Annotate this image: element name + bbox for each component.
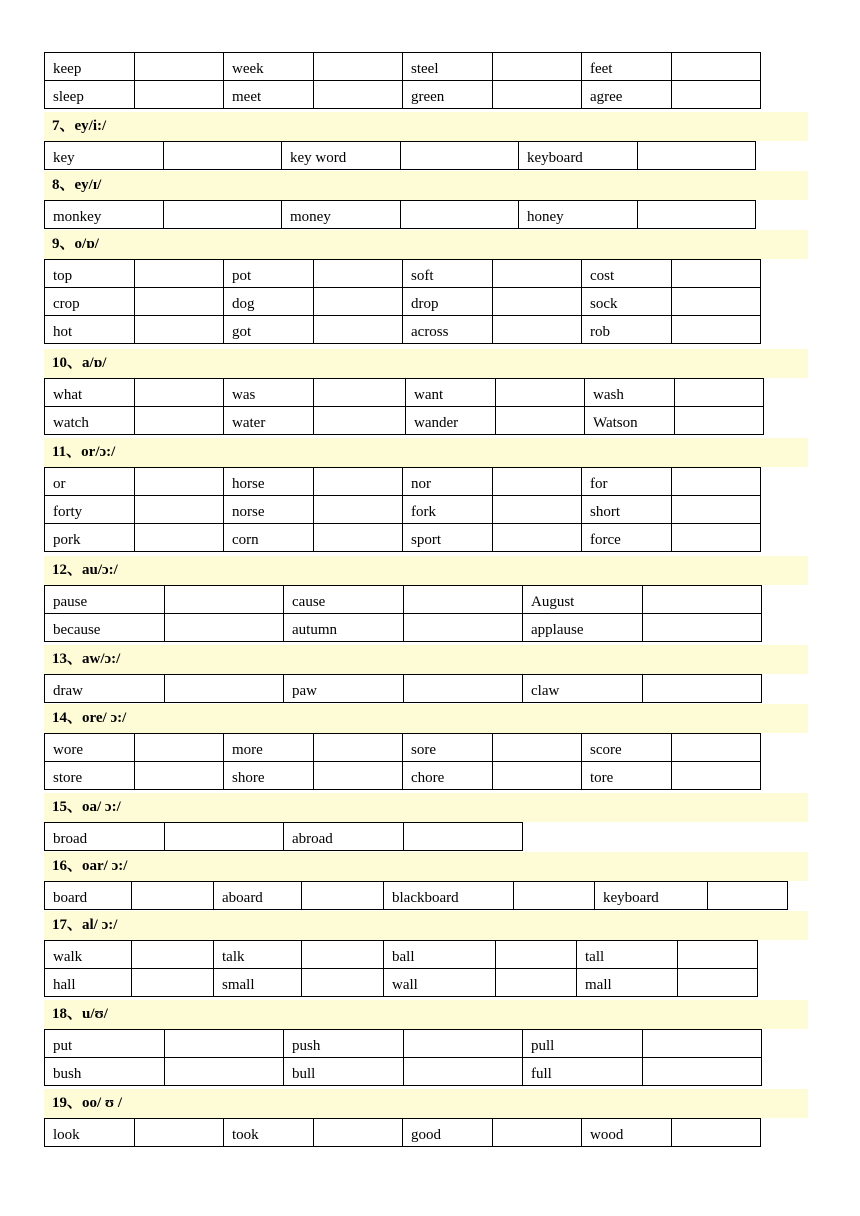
- word-cell: talk: [214, 941, 302, 969]
- word-cell: ball: [384, 941, 496, 969]
- answer-blank-cell[interactable]: [404, 675, 523, 703]
- word-cell: pot: [224, 260, 314, 288]
- word-cell: horse: [224, 468, 314, 496]
- word-cell: for: [582, 468, 672, 496]
- word-row: [45, 675, 762, 703]
- word-cell: Watson: [585, 407, 675, 435]
- answer-blank-cell[interactable]: [404, 586, 523, 614]
- word-cell: broad: [45, 823, 165, 851]
- word-cell: wore: [45, 734, 135, 762]
- word-row: [45, 882, 788, 910]
- word-cell: was: [224, 379, 314, 407]
- answer-blank-cell[interactable]: [493, 1119, 582, 1147]
- word-cell: tore: [582, 762, 672, 790]
- answer-blank-cell[interactable]: [302, 941, 384, 969]
- word-cell: abroad: [284, 823, 404, 851]
- word-cell: cause: [284, 586, 404, 614]
- word-cell: want: [406, 379, 496, 407]
- word-cell: dog: [224, 288, 314, 316]
- word-cell: wash: [585, 379, 675, 407]
- answer-blank-cell[interactable]: [132, 969, 214, 997]
- word-cell: got: [224, 316, 314, 344]
- answer-blank-cell[interactable]: [314, 468, 403, 496]
- word-cell: fork: [403, 496, 493, 524]
- answer-blank-cell[interactable]: [165, 614, 284, 642]
- answer-blank-cell[interactable]: [135, 316, 224, 344]
- word-cell: mall: [577, 969, 678, 997]
- word-table: [44, 733, 761, 790]
- word-row: [45, 1119, 761, 1147]
- answer-blank-cell[interactable]: [643, 614, 762, 642]
- answer-blank-cell[interactable]: [493, 468, 582, 496]
- word-row: [45, 53, 761, 81]
- word-cell: more: [224, 734, 314, 762]
- answer-blank-cell[interactable]: [672, 734, 761, 762]
- answer-blank-cell[interactable]: [132, 882, 214, 910]
- answer-blank-cell[interactable]: [493, 734, 582, 762]
- answer-blank-cell[interactable]: [672, 81, 761, 109]
- word-cell: monkey: [45, 201, 164, 229]
- answer-blank-cell[interactable]: [493, 316, 582, 344]
- word-cell: money: [282, 201, 401, 229]
- word-cell: rob: [582, 316, 672, 344]
- answer-blank-cell[interactable]: [493, 288, 582, 316]
- word-cell: draw: [45, 675, 165, 703]
- word-cell: because: [45, 614, 165, 642]
- answer-blank-cell[interactable]: [165, 675, 284, 703]
- word-table: [44, 940, 758, 997]
- answer-blank-cell[interactable]: [675, 407, 764, 435]
- word-cell: week: [224, 53, 314, 81]
- word-cell: applause: [523, 614, 643, 642]
- answer-blank-cell[interactable]: [165, 586, 284, 614]
- word-cell: keyboard: [519, 142, 638, 170]
- section-heading: 13、aw/ɔ:/: [44, 645, 808, 674]
- answer-blank-cell[interactable]: [135, 762, 224, 790]
- answer-blank-cell[interactable]: [135, 379, 224, 407]
- word-row: [45, 201, 756, 229]
- word-cell: soft: [403, 260, 493, 288]
- word-table: [44, 585, 762, 642]
- section-heading: 11、or/ɔ:/: [44, 438, 808, 467]
- word-row: [45, 823, 523, 851]
- answer-blank-cell[interactable]: [302, 969, 384, 997]
- word-cell: sport: [403, 524, 493, 552]
- word-row: [45, 260, 761, 288]
- word-cell: bush: [45, 1058, 165, 1086]
- answer-blank-cell[interactable]: [514, 882, 595, 910]
- word-cell: look: [45, 1119, 135, 1147]
- word-row: [45, 1030, 762, 1058]
- answer-blank-cell[interactable]: [164, 142, 282, 170]
- answer-blank-cell[interactable]: [135, 496, 224, 524]
- word-table: [44, 674, 762, 703]
- word-table: [44, 1118, 761, 1147]
- section-heading: 18、u/ʊ/: [44, 1000, 808, 1029]
- word-row: [45, 586, 762, 614]
- section-heading: 10、a/ɒ/: [44, 349, 808, 378]
- word-cell: blackboard: [384, 882, 514, 910]
- word-cell: full: [523, 1058, 643, 1086]
- word-cell: August: [523, 586, 643, 614]
- section-heading: 9、o/ɒ/: [44, 230, 808, 259]
- word-row: [45, 407, 764, 435]
- word-cell: or: [45, 468, 135, 496]
- section-heading: 19、oo/ ʊ /: [44, 1089, 808, 1118]
- answer-blank-cell[interactable]: [678, 941, 758, 969]
- word-cell: autumn: [284, 614, 404, 642]
- word-cell: wall: [384, 969, 496, 997]
- word-cell: aboard: [214, 882, 302, 910]
- answer-blank-cell[interactable]: [672, 468, 761, 496]
- word-row: [45, 614, 762, 642]
- word-cell: nor: [403, 468, 493, 496]
- answer-blank-cell[interactable]: [135, 288, 224, 316]
- section-heading: 16、oar/ ɔ:/: [44, 852, 808, 881]
- word-cell: paw: [284, 675, 404, 703]
- word-cell: good: [403, 1119, 493, 1147]
- answer-blank-cell[interactable]: [314, 260, 403, 288]
- section-heading: 12、au/ɔ:/: [44, 556, 808, 585]
- answer-blank-cell[interactable]: [638, 201, 756, 229]
- answer-blank-cell[interactable]: [135, 1119, 224, 1147]
- word-cell: claw: [523, 675, 643, 703]
- answer-blank-cell[interactable]: [135, 81, 224, 109]
- word-table: [44, 467, 761, 552]
- word-cell: short: [582, 496, 672, 524]
- answer-blank-cell[interactable]: [165, 1058, 284, 1086]
- word-cell: sleep: [45, 81, 135, 109]
- answer-blank-cell[interactable]: [493, 496, 582, 524]
- answer-blank-cell[interactable]: [643, 675, 762, 703]
- word-cell: pull: [523, 1030, 643, 1058]
- word-table: [44, 200, 756, 229]
- answer-blank-cell[interactable]: [302, 882, 384, 910]
- answer-blank-cell[interactable]: [493, 762, 582, 790]
- word-cell: top: [45, 260, 135, 288]
- answer-blank-cell[interactable]: [672, 53, 761, 81]
- word-row: [45, 81, 761, 109]
- answer-blank-cell[interactable]: [314, 316, 403, 344]
- answer-blank-cell[interactable]: [493, 81, 582, 109]
- word-table: [44, 822, 523, 851]
- word-cell: norse: [224, 496, 314, 524]
- word-cell: store: [45, 762, 135, 790]
- answer-blank-cell[interactable]: [672, 496, 761, 524]
- answer-blank-cell[interactable]: [165, 823, 284, 851]
- answer-blank-cell[interactable]: [496, 407, 585, 435]
- word-cell: forty: [45, 496, 135, 524]
- answer-blank-cell[interactable]: [135, 53, 224, 81]
- word-cell: honey: [519, 201, 638, 229]
- word-cell: crop: [45, 288, 135, 316]
- answer-blank-cell[interactable]: [314, 379, 406, 407]
- word-table: [44, 52, 761, 109]
- word-cell: pause: [45, 586, 165, 614]
- word-cell: keyboard: [595, 882, 708, 910]
- answer-blank-cell[interactable]: [135, 407, 224, 435]
- word-cell: sock: [582, 288, 672, 316]
- word-row: [45, 496, 761, 524]
- word-cell: wander: [406, 407, 496, 435]
- word-cell: watch: [45, 407, 135, 435]
- section-heading: 15、oa/ ɔ:/: [44, 793, 808, 822]
- word-table: [44, 881, 788, 910]
- word-cell: water: [224, 407, 314, 435]
- word-table: [44, 378, 764, 435]
- word-row: [45, 288, 761, 316]
- word-cell: across: [403, 316, 493, 344]
- word-cell: wood: [582, 1119, 672, 1147]
- word-cell: green: [403, 81, 493, 109]
- answer-blank-cell[interactable]: [493, 260, 582, 288]
- answer-blank-cell[interactable]: [404, 1058, 523, 1086]
- word-row: [45, 1058, 762, 1086]
- answer-blank-cell[interactable]: [165, 1030, 284, 1058]
- answer-blank-cell[interactable]: [672, 762, 761, 790]
- word-table: [44, 141, 756, 170]
- word-row: [45, 762, 761, 790]
- word-row: [45, 524, 761, 552]
- word-row: [45, 734, 761, 762]
- word-cell: score: [582, 734, 672, 762]
- word-cell: force: [582, 524, 672, 552]
- section-heading: 17、al/ ɔ:/: [44, 911, 808, 940]
- answer-blank-cell[interactable]: [314, 81, 403, 109]
- answer-blank-cell[interactable]: [672, 1119, 761, 1147]
- word-cell: hall: [45, 969, 132, 997]
- word-cell: took: [224, 1119, 314, 1147]
- word-cell: key: [45, 142, 164, 170]
- word-cell: chore: [403, 762, 493, 790]
- answer-blank-cell[interactable]: [493, 524, 582, 552]
- word-cell: tall: [577, 941, 678, 969]
- answer-blank-cell[interactable]: [638, 142, 756, 170]
- word-cell: walk: [45, 941, 132, 969]
- answer-blank-cell[interactable]: [672, 316, 761, 344]
- answer-blank-cell[interactable]: [643, 586, 762, 614]
- answer-blank-cell[interactable]: [643, 1030, 762, 1058]
- answer-blank-cell[interactable]: [672, 524, 761, 552]
- answer-blank-cell[interactable]: [314, 734, 403, 762]
- answer-blank-cell[interactable]: [643, 1058, 762, 1086]
- word-cell: feet: [582, 53, 672, 81]
- word-cell: meet: [224, 81, 314, 109]
- word-cell: put: [45, 1030, 165, 1058]
- word-cell: drop: [403, 288, 493, 316]
- answer-blank-cell[interactable]: [678, 969, 758, 997]
- word-cell: what: [45, 379, 135, 407]
- word-cell: corn: [224, 524, 314, 552]
- word-cell: pork: [45, 524, 135, 552]
- word-table: [44, 1029, 762, 1086]
- answer-blank-cell[interactable]: [314, 288, 403, 316]
- answer-blank-cell[interactable]: [314, 407, 406, 435]
- answer-blank-cell[interactable]: [314, 53, 403, 81]
- answer-blank-cell[interactable]: [404, 823, 523, 851]
- answer-blank-cell[interactable]: [132, 941, 214, 969]
- word-row: [45, 316, 761, 344]
- answer-blank-cell[interactable]: [672, 288, 761, 316]
- section-heading: 8、ey/ɪ/: [44, 171, 808, 200]
- word-row: [45, 969, 758, 997]
- word-cell: steel: [403, 53, 493, 81]
- word-row: [45, 468, 761, 496]
- answer-blank-cell[interactable]: [135, 468, 224, 496]
- word-cell: keep: [45, 53, 135, 81]
- word-cell: cost: [582, 260, 672, 288]
- answer-blank-cell[interactable]: [404, 614, 523, 642]
- word-cell: shore: [224, 762, 314, 790]
- answer-blank-cell[interactable]: [314, 496, 403, 524]
- answer-blank-cell[interactable]: [135, 524, 224, 552]
- word-row: [45, 142, 756, 170]
- word-cell: board: [45, 882, 132, 910]
- answer-blank-cell[interactable]: [401, 142, 519, 170]
- word-row: [45, 941, 758, 969]
- answer-blank-cell[interactable]: [675, 379, 764, 407]
- section-heading: 7、ey/i:/: [44, 112, 808, 141]
- answer-blank-cell[interactable]: [493, 53, 582, 81]
- word-cell: bull: [284, 1058, 404, 1086]
- word-table: [44, 259, 761, 344]
- answer-blank-cell[interactable]: [314, 524, 403, 552]
- word-cell: sore: [403, 734, 493, 762]
- word-cell: key word: [282, 142, 401, 170]
- answer-blank-cell[interactable]: [496, 379, 585, 407]
- answer-blank-cell[interactable]: [135, 734, 224, 762]
- answer-blank-cell[interactable]: [404, 1030, 523, 1058]
- word-cell: agree: [582, 81, 672, 109]
- word-cell: hot: [45, 316, 135, 344]
- answer-blank-cell[interactable]: [164, 201, 282, 229]
- answer-blank-cell[interactable]: [314, 1119, 403, 1147]
- answer-blank-cell[interactable]: [496, 969, 577, 997]
- word-cell: small: [214, 969, 302, 997]
- answer-blank-cell[interactable]: [401, 201, 519, 229]
- answer-blank-cell[interactable]: [314, 762, 403, 790]
- word-row: [45, 379, 764, 407]
- answer-blank-cell[interactable]: [135, 260, 224, 288]
- word-cell: push: [284, 1030, 404, 1058]
- answer-blank-cell[interactable]: [496, 941, 577, 969]
- answer-blank-cell[interactable]: [672, 260, 761, 288]
- section-heading: 14、ore/ ɔ:/: [44, 704, 808, 733]
- answer-blank-cell[interactable]: [708, 882, 788, 910]
